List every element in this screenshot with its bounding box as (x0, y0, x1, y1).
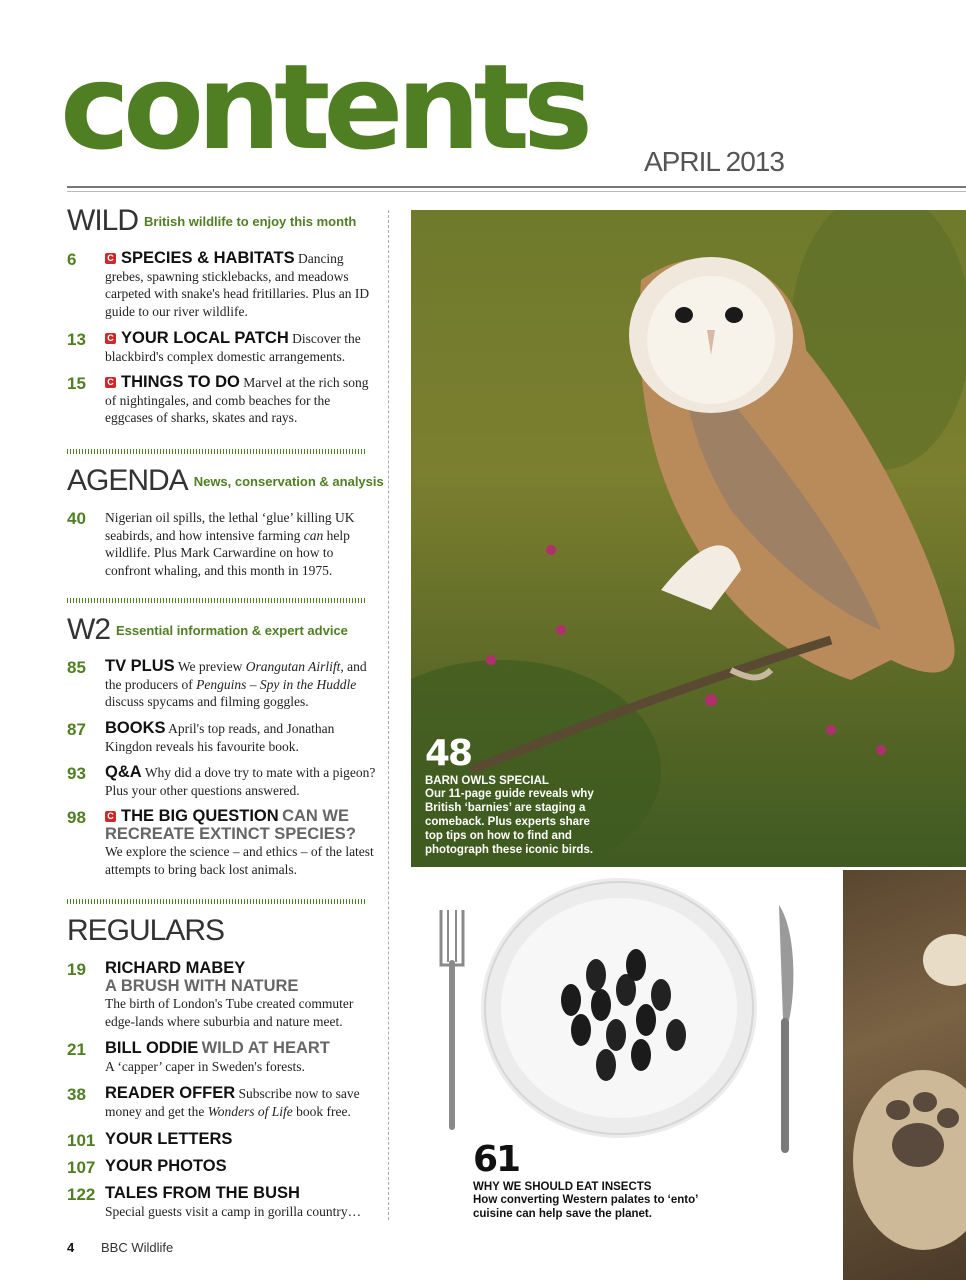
footer-magazine-name: BBC Wildlife (101, 1240, 174, 1255)
entry-description: Discover the blackbird's complex domestic arrangements. (105, 331, 361, 364)
page-number: 107 (67, 1158, 96, 1177)
insect-plate-photo[interactable] (411, 870, 841, 1280)
toc-entry[interactable]: 40 Nigerian oil spills, the lethal ‘glue’ killing UK seabirds, and how intensive farming can help wildlife. Plus Mark Carwardine on how to confront whaling, and this month in 1975. (67, 509, 355, 578)
entry-heading: BOOKS (105, 719, 166, 737)
page-number: 6 (67, 250, 77, 269)
header-rule-thin (67, 191, 966, 192)
feature-title: WHY WE SHOULD EAT INSECTS (473, 1181, 652, 1193)
toc-entry[interactable]: 98 C THE BIG QUESTION CAN WE RECREATE EXTINCT SPECIES? We explore the science – and ethics – of the latest attempts to bring back lost animals. (67, 807, 374, 877)
section-separator (67, 598, 367, 603)
page-number: 101 (67, 1131, 96, 1150)
feature-title: BARN OWLS SPECIAL (425, 775, 549, 787)
toc-entry[interactable]: 19 RICHARD MABEY A BRUSH WITH NATURE The birth of London's Tube created commuter edge-lands where suburbia and nature meet. (67, 959, 354, 1029)
toc-entry[interactable] (67, 374, 377, 427)
toc-entry[interactable]: 122 TALES FROM THE BUSH Special guests visit a camp in gorilla country… (67, 1184, 362, 1219)
entry-description: Marvel at the rich song of nightingales, and comb beaches for the eggcases of sharks, skates and rays. (105, 375, 369, 425)
entry-heading: YOUR PHOTOS (105, 1157, 227, 1175)
c-badge-icon: C (105, 811, 116, 822)
feature-description: How converting Western palates to ‘ento’ cuisine can help save the planet. (473, 1194, 698, 1220)
c-badge-icon: C (105, 333, 116, 344)
entry-heading: Q&A (105, 763, 142, 781)
feature-caption-owls (425, 733, 600, 857)
lion-paw-illustration (843, 870, 966, 1280)
entry-subheading: A BRUSH WITH NATURE (105, 976, 299, 995)
page-number: 122 (67, 1185, 96, 1204)
section-heading-w2: W2 $^{Essential information \& expert advice}$ (67, 613, 348, 646)
toc-entry[interactable] (67, 330, 377, 365)
page-number: 38 (67, 1085, 86, 1104)
page-number: 13 (67, 330, 86, 349)
c-badge-icon: C (105, 377, 116, 388)
page-number: 40 (67, 509, 86, 528)
page-number: 15 (67, 374, 86, 393)
toc-entry[interactable]: 87 BOOKS April's top reads, and Jonathan Kingdon reveals his favourite book. (67, 719, 335, 754)
section-subtitle-wild: British wildlife to enjoy this month (144, 214, 357, 229)
issue-date: APRIL 2013 (644, 146, 784, 177)
entry-heading: YOUR LOCAL PATCH (121, 329, 289, 347)
page-number: 19 (67, 960, 86, 979)
feature-page-number: 61 (473, 1139, 520, 1180)
header-rule (67, 186, 966, 188)
lion-cub-photo[interactable] (843, 870, 966, 1280)
feature-caption-insects (473, 1139, 713, 1221)
toc-entry[interactable] (67, 1131, 377, 1149)
section-heading-wild: WILD $^{British wildlife to enjoy this month}$ (67, 204, 357, 237)
entry-heading: RICHARD MABEY (105, 959, 246, 977)
toc-entry[interactable]: 93 Q&A Why did a dove try to mate with a pigeon? Plus your other questions answered. (67, 763, 376, 798)
page-title: contents (60, 38, 587, 176)
toc-entry[interactable]: 38 READER OFFER Subscribe now to save money and get the Wonders of Life book free. (67, 1084, 360, 1119)
toc-entry[interactable]: 21 BILL ODDIE WILD AT HEART A ‘capper’ caper in Sweden's forests. (67, 1039, 330, 1074)
section-subtitle-agenda: News, conservation & analysis (193, 474, 384, 489)
section-separator (67, 449, 367, 454)
section-heading-regulars: REGULARS (67, 914, 225, 947)
entry-heading: TV PLUS (105, 657, 175, 675)
feature-description: Our 11-page guide reveals why British ‘barnies’ are staging a comeback. Plus experts share top tips on how to find and photograph these iconic birds. (425, 788, 594, 856)
toc-entry[interactable] (67, 1158, 377, 1176)
entry-heading: YOUR LETTERS (105, 1130, 233, 1148)
feature-page-number: 48 (425, 733, 472, 774)
c-badge-icon: C (105, 253, 116, 264)
entry-heading: BILL ODDIE (105, 1039, 199, 1057)
page-number: 98 (67, 808, 86, 827)
page-number: 93 (67, 764, 86, 783)
entry-heading: THE BIG QUESTION (121, 807, 279, 825)
entry-heading: SPECIES & HABITATS (121, 249, 295, 267)
entry-heading: TALES FROM THE BUSH (105, 1184, 300, 1202)
section-heading-agenda: AGENDA $^{News, conservation \& analysis}$ (67, 464, 384, 497)
column-divider (388, 210, 389, 1220)
barn-owl-photo[interactable] (411, 210, 966, 867)
entry-subheading: WILD AT HEART (201, 1039, 330, 1057)
toc-entry[interactable] (67, 250, 377, 320)
page-number: 87 (67, 720, 86, 739)
entry-heading: READER OFFER (105, 1084, 236, 1102)
entry-heading: THINGS TO DO (121, 373, 240, 391)
section-subtitle-w2: Essential information & expert advice (116, 623, 348, 638)
footer-page-number: 4 (67, 1240, 75, 1255)
toc-entry[interactable]: 85 TV PLUS We preview Orangutan Airlift, and the producers of Penguins – Spy in the Huddle discuss spycams and filming goggles. (67, 657, 367, 709)
section-separator (67, 899, 367, 904)
entry-description: Dancing grebes, spawning sticklebacks, and meadows carpeted with snake's head fritillaries. Plus an ID guide to our river wildlife. (105, 251, 370, 319)
page-number: 21 (67, 1040, 86, 1059)
page-number: 85 (67, 658, 86, 677)
entry-subheading: CAN WE RECREATE EXTINCT SPECIES? (105, 807, 356, 843)
